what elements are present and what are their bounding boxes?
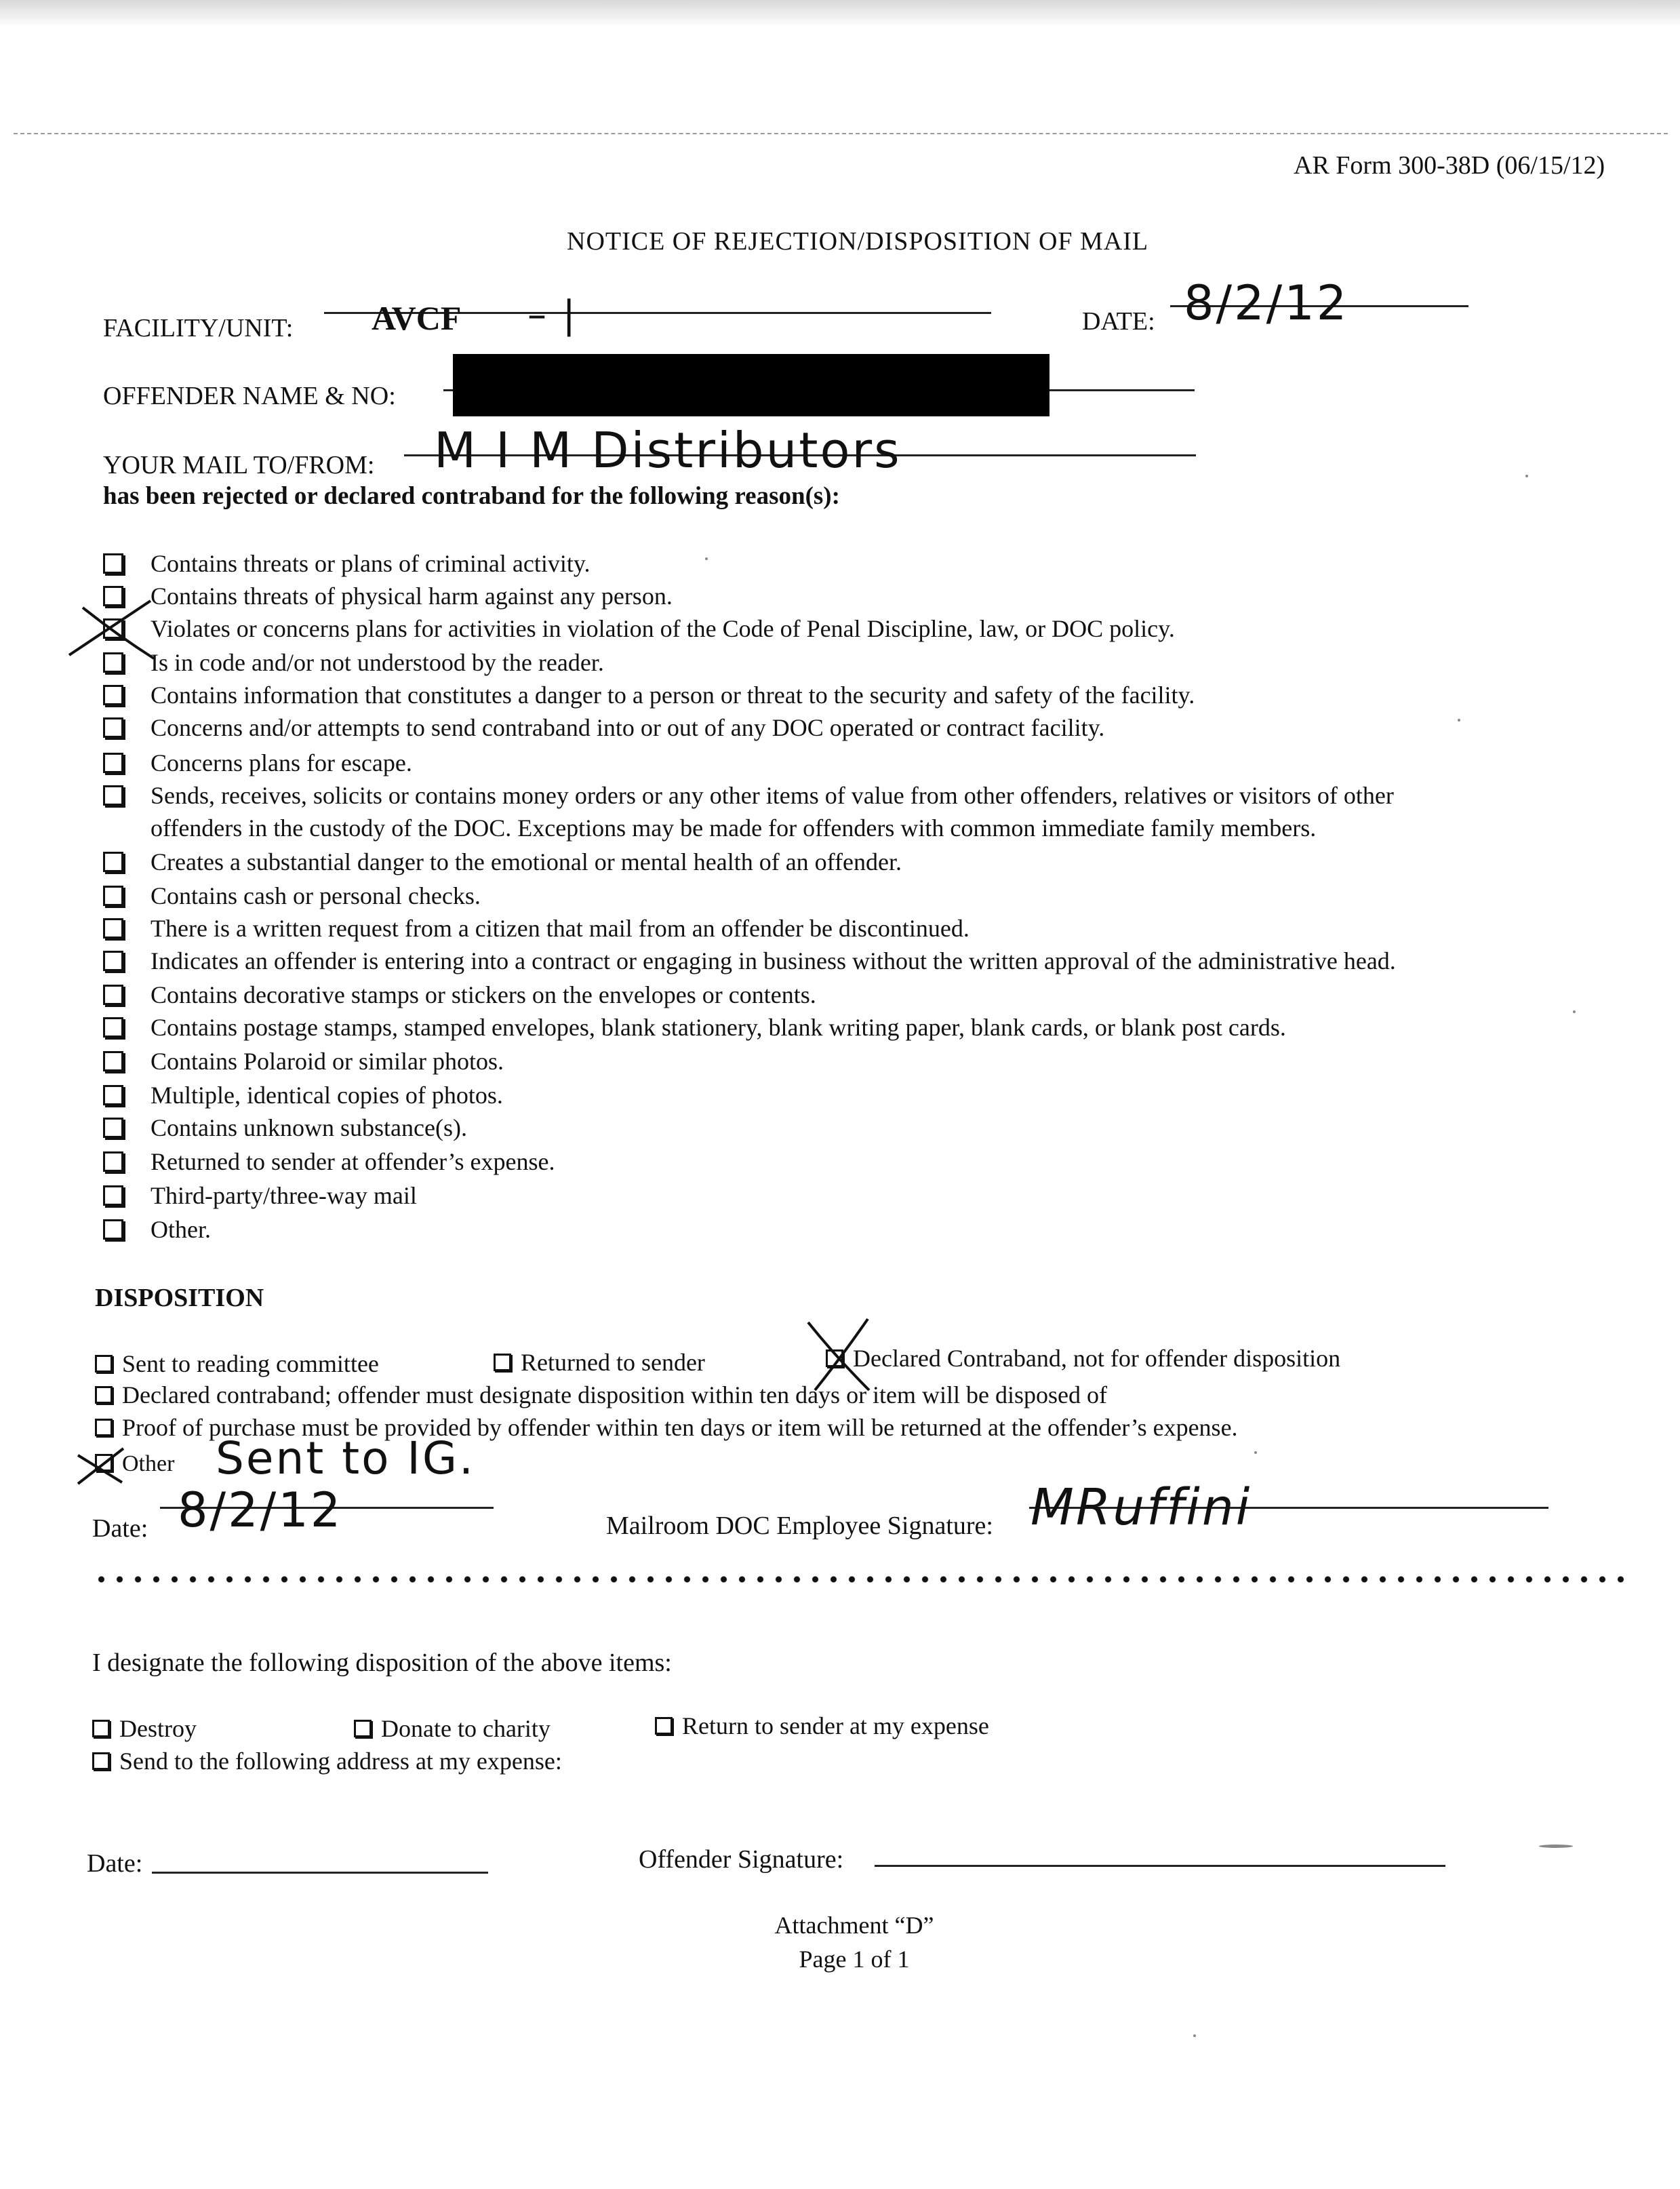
- employee-signature: MRuffini: [1031, 1478, 1252, 1537]
- checkbox[interactable]: [103, 985, 123, 1005]
- checkbox[interactable]: [103, 886, 123, 906]
- reason-item: Contains threats of physical harm against any person.: [103, 582, 673, 610]
- return-sender-option: Return to sender at my expense: [655, 1712, 989, 1740]
- checkbox[interactable]: [95, 1419, 113, 1436]
- reason-item: Contains threats or plans of criminal activity.: [103, 549, 591, 578]
- redaction-bar: [453, 354, 1049, 416]
- checkbox[interactable]: [103, 1219, 123, 1240]
- reason-item: Contains information that constitutes a danger to a person or threat to the security and safety of the facility.: [103, 681, 1195, 709]
- facility-handwritten: – |: [527, 293, 578, 337]
- scan-edge: [0, 0, 1680, 27]
- reason-item: Concerns and/or attempts to send contraband into or out of any DOC operated or contract facility.: [103, 713, 1104, 742]
- checkbox[interactable]: [103, 1085, 123, 1105]
- checkbox[interactable]: [103, 685, 123, 705]
- send-address-option: Send to the following address at my expense:: [92, 1747, 562, 1775]
- declared-contraband-option: Declared Contraband, not for offender disposition: [826, 1344, 1340, 1373]
- reason-item: Contains postage stamps, stamped envelopes, blank stationery, blank writing paper, blank cards, or blank post cards.: [103, 1013, 1286, 1042]
- checkbox[interactable]: [92, 1752, 110, 1770]
- reason-item: Returned to sender at offender’s expense.: [103, 1147, 555, 1176]
- facility-value: AVCF: [372, 299, 462, 337]
- reason-item: Concerns plans for escape.: [103, 749, 412, 777]
- checkbox[interactable]: [95, 1355, 113, 1373]
- checkbox[interactable]: [655, 1717, 673, 1735]
- handwritten-x-mark: [62, 594, 157, 662]
- sent-reading-option: Sent to reading committee: [95, 1349, 379, 1378]
- reason-item: Sends, receives, solicits or contains money orders or any other items of value from other offenders, relatives or visitors of other: [103, 781, 1394, 810]
- facility-label: FACILITY/UNIT:: [103, 314, 294, 342]
- checkbox[interactable]: [103, 951, 123, 971]
- reason-item: Contains decorative stamps or stickers on the envelopes or contents.: [103, 981, 816, 1009]
- reason-item: Other.: [103, 1215, 211, 1244]
- reason-item: Contains unknown substance(s).: [103, 1113, 467, 1142]
- reason-item: Is in code and/or not understood by the reader.: [103, 648, 604, 677]
- checkbox[interactable]: [95, 1386, 113, 1404]
- disposition-date-label: Date:: [92, 1514, 148, 1543]
- scan-speck: [705, 557, 708, 560]
- designate-text: I designate the following disposition of the above items:: [92, 1649, 672, 1677]
- reason-continuation: offenders in the custody of the DOC. Exceptions may be made for offenders with common immediate family members.: [151, 814, 1317, 842]
- form-title: NOTICE OF REJECTION/DISPOSITION OF MAIL: [567, 227, 1149, 256]
- reason-item: Violates or concerns plans for activities in violation of the Code of Penal Discipline, law, or DOC policy.: [103, 614, 1175, 643]
- offender-signature-line[interactable]: [875, 1865, 1445, 1867]
- checkbox[interactable]: [103, 918, 123, 939]
- scan-speck: [1525, 475, 1528, 477]
- checkbox[interactable]: [103, 1151, 123, 1172]
- returned-sender-option: Returned to sender: [494, 1348, 705, 1377]
- offender-signature-label: Offender Signature:: [639, 1845, 844, 1874]
- reason-item: Contains cash or personal checks.: [103, 882, 481, 910]
- checkbox[interactable]: [103, 785, 123, 806]
- scan-speck: [1458, 719, 1460, 722]
- checkbox[interactable]: [103, 1051, 123, 1071]
- destroy-option: Destroy: [92, 1714, 197, 1743]
- proof-purchase-option: Proof of purchase must be provided by offender within ten days or item will be returned at the offender’s expense.: [95, 1413, 1238, 1442]
- checkbox[interactable]: [494, 1354, 511, 1371]
- scan-speck: [1539, 1845, 1573, 1848]
- checkbox[interactable]: [103, 1185, 123, 1206]
- offender-label: OFFENDER NAME & NO:: [103, 382, 396, 410]
- dashed-divider: [14, 133, 1668, 134]
- attachment-label: Attachment “D”: [774, 1912, 934, 1939]
- handwritten-x-mark: [75, 1442, 129, 1489]
- scan-speck: [1254, 1451, 1257, 1454]
- scan-speck: [1193, 2034, 1196, 2037]
- reason-item: Creates a substantial danger to the emotional or mental health of an offender.: [103, 848, 902, 876]
- page-number: Page 1 of 1: [799, 1946, 910, 1973]
- checkbox[interactable]: [103, 1017, 123, 1038]
- checkbox[interactable]: [103, 1118, 123, 1138]
- reason-item: Third-party/three-way mail: [103, 1181, 417, 1210]
- checkbox[interactable]: [92, 1720, 110, 1737]
- date-label: DATE:: [1082, 307, 1155, 336]
- checkbox[interactable]: [103, 852, 123, 872]
- reason-item: There is a written request from a citizen that mail from an offender be discontinued.: [103, 914, 969, 943]
- checkbox[interactable]: [103, 753, 123, 773]
- reason-item: Indicates an offender is entering into a contract or engaging in business without the written approval of the administrative head.: [103, 947, 1396, 975]
- mail-label: YOUR MAIL TO/FROM:: [103, 451, 375, 479]
- employee-signature-label: Mailroom DOC Employee Signature:: [606, 1512, 993, 1540]
- rejected-text: has been rejected or declared contraband for the following reason(s):: [103, 482, 840, 510]
- form-id: AR Form 300-38D (06/15/12): [1294, 151, 1605, 180]
- checkbox[interactable]: [354, 1720, 372, 1737]
- checkbox[interactable]: [103, 553, 123, 574]
- declared-designate-option: Declared contraband; offender must designate disposition within ten days or item will be disposed of: [95, 1381, 1107, 1409]
- mail-value: M I M Distributors: [434, 422, 902, 479]
- donate-option: Donate to charity: [354, 1714, 551, 1743]
- reason-item: Contains Polaroid or similar photos.: [103, 1047, 504, 1076]
- other-value: Sent to IG.: [216, 1432, 476, 1484]
- checkbox[interactable]: [103, 717, 123, 738]
- offender-date-label: Date:: [87, 1849, 143, 1878]
- disposition-heading: DISPOSITION: [95, 1284, 264, 1312]
- scan-speck: [1573, 1010, 1576, 1013]
- disposition-date-value: 8/2/12: [178, 1482, 343, 1538]
- dotted-separator: [92, 1576, 1624, 1583]
- offender-date-line[interactable]: [152, 1872, 488, 1874]
- reason-item: Multiple, identical copies of photos.: [103, 1081, 503, 1109]
- other-option: Other: [95, 1451, 174, 1477]
- date-value: 8/2/12: [1184, 275, 1349, 331]
